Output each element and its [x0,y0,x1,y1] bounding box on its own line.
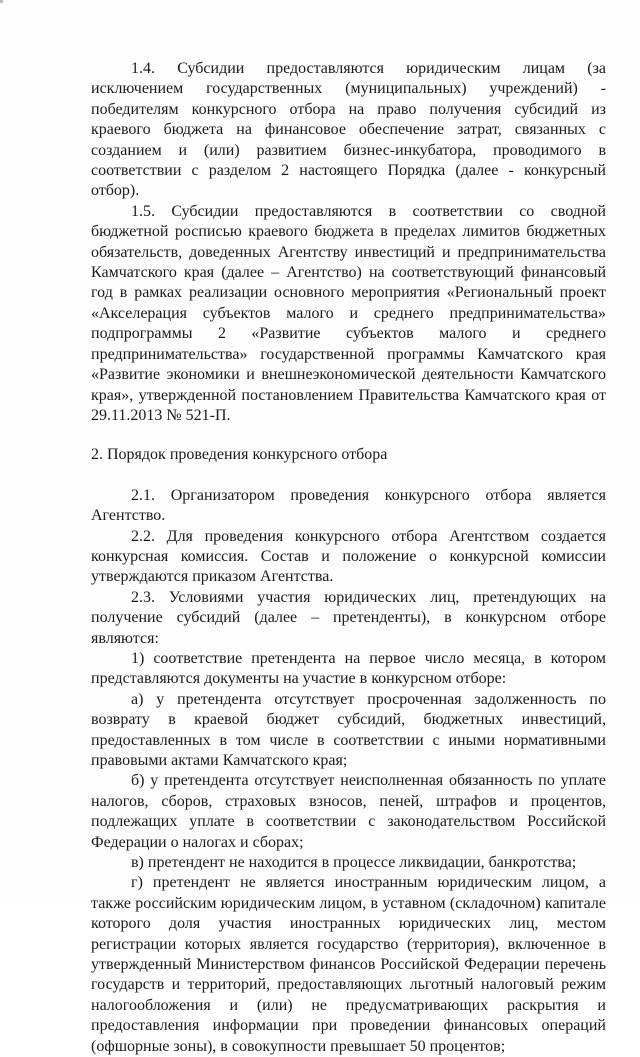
list-item-g: г) претендент не является иностранным юридическим лицом, а также российским юридическим лицом, в уставном (складочном) капитале которого доля участия иностранных юридических лиц, местом регистрации которых является государство (территория), включенное в утвержденный Министерством финансов Российской Федерации перечень государств и территорий, предоставляющих льготный налоговый режим налогообложения и (или) не предусматривающих раскрытия и предоставления информации при проведении финансовых операций (офшорные зоны), в совокупности превышает 50 процентов; [91,874,606,1055]
paragraph-2-1: 2.1. Организатором проведения конкурсного отбора является Агентство. [91,486,606,525]
list-item-a: а) у претендента отсутствует просроченная задолженность по возврату в краевой бюджет субсидий, бюджетных инвестиций, предоставленных в том числе в соответствии с иными нормативными правовыми актами Камчатского края; [91,690,606,769]
document-body [91,59,606,1057]
paragraph-1-5: 1.5. Субсидии предоставляются в соответствии со сводной бюджетной росписью краевого бюджета в пределах лимитов бюджетных обязательств, доведенных Агентству инвестиций и предпринимательства Камчатского края (далее – Агентство) на соответствующий финансовый год в рамках реализации основного мероприятия «Региональный проект «Акселерация субъектов малого и среднего предпринимательства» подпрограммы 2 «Развитие субъектов малого и среднего предпринимательства» государственной программы Камчатского края «Развитие экономики и внешнеэкономической деятельности Камчатского края», утвержденной постановлением Правительства Камчатского края от 29.11.2013 № 521-П. [91,202,606,424]
list-item-v: в) претендент не находится в процессе ликвидации, банкротства; [131,854,577,872]
paragraph-1-4: 1.4. Субсидии предоставляются юридическим лицам (за исключением государственных (муниципальных) учреждений) - победителям конкурсного отбора на право получения субсидий из краевого бюджета на финансовое обеспечение затрат, связанных с созданием и (или) развитием бизнес-инкубатора, проводимого в соответствии с разделом 2 настоящего Порядка (далее - конкурсный отбор). [91,60,606,200]
section-heading: 2. Порядок проведения конкурсного отбора [91,446,388,464]
list-item-1: 1) соответствие претендента на первое число месяца, в котором представляются документы на участие в конкурсном отборе: [91,649,606,688]
paragraph-2-3: 2.3. Условиями участия юридических лиц, претендующих на получение субсидий (далее – претенденты), в конкурсном отборе являются: [91,588,606,647]
scan-corner-mark [0,0,3,3]
paragraph-2-2: 2.2. Для проведения конкурсного отбора Агентством создается конкурсная комиссия. Состав и положение о конкурсной комиссии утверждаются приказом Агентства. [91,527,606,586]
list-item-b: б) у претендента отсутствует неисполненная обязанность по уплате налогов, сборов, страховых взносов, пеней, штрафов и процентов, подлежащих уплате в соответствии с законодательством Российской Федерации о налогах и сборах; [91,772,606,851]
